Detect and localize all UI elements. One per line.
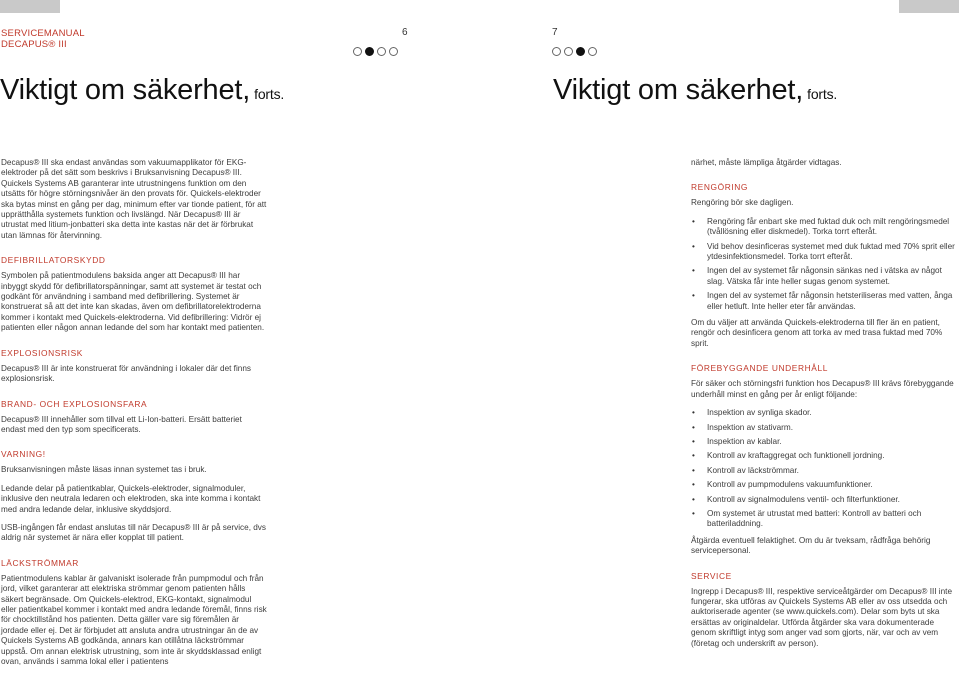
list-item: • Kontroll av läckströmmar. <box>691 466 957 476</box>
right-column <box>691 158 957 657</box>
cleaning-paragraph: Om du väljer att använda Quickels-elektroderna till fler än en patient, rengör och desinficera genom att torka av med trasa fuktad med 70% sprit. <box>691 318 943 348</box>
list-item: • Kontroll av kraftaggregat och funktionell jordning. <box>691 451 957 461</box>
page-dot <box>377 47 386 56</box>
intro-paragraph: Decapus® III ska endast användas som vakuumapplikator för EKG-elektroder på det sätt som beskrivs i Bruksanvisning Decapus® III. Quickels Systems AB garanterar inte utrustningens funktion om den utsätts för högre störningsnivåer än den provats för. Quickels-elektroder ska bytas minst en gång per dag, minimum efter var tionde patient, för att upprätthålla systemets funktion och livslängd. När Decapus® III är utrustat med litium-jonbatteri ska detta inte kastas när det är förbrukat utan lämnas för återvinning. <box>1 158 267 240</box>
title-text: Viktigt om säkerhet, <box>553 74 804 106</box>
list-item: • Rengöring får enbart ske med fuktad duk och milt rengöringsmedel (tvållösning eller diskmedel). Torka torrt efteråt. <box>691 217 957 238</box>
defib-paragraph: Symbolen på patientmodulens baksida anger att Decapus® III har inbyggt skydd för defibrillatorspänningar, samt att systemet är testat och godkänt för användning i samband med defibrillering. Systemet är konstruerat så att det inte kan skadas, även om defibrillatorelektroderna kommer i kontakt med Quickels-elektroderna. Vid defibrillering: Vidrör ej patienten eller någon annan ledande del som har kontakt med patienten. <box>1 271 265 333</box>
page-title-right <box>553 74 837 107</box>
list-item: • Ingen del av systemet får någonsin sänkas ned i vätska av något slag. Vätska får inte heller sugas genom systemet. <box>691 266 957 287</box>
warning-paragraph-3: USB-ingången får endast anslutas till när Decapus® III är på service, dvs aldrig när systemet är nära eller kopplat till patient. <box>1 522 266 543</box>
list-item: • Vid behov desinficeras systemet med duk fuktad med 70% sprit eller ytdesinfektionsmedel. Torka torrt efteråt. <box>691 242 957 263</box>
continued-paragraph: närhet, måste lämpliga åtgärder vidtagas. <box>691 158 842 167</box>
page-title-left <box>0 74 284 107</box>
left-column <box>1 158 267 675</box>
title-suffix: forts. <box>254 86 285 102</box>
cleaning-list <box>691 217 957 312</box>
heading-explosionsrisk: EXPLOSIONSRISK <box>1 347 83 358</box>
list-item: • Om systemet är utrustat med batteri: Kontroll av batteri och batteriladdning. <box>691 509 957 530</box>
list-item: • Inspektion av synliga skador. <box>691 408 957 418</box>
heading-service: SERVICE <box>691 570 732 581</box>
heading-rengoring: RENGÖRING <box>691 182 749 193</box>
page-number-left: 6 <box>402 27 408 38</box>
title-suffix: forts. <box>807 86 838 102</box>
list-item: • Kontroll av pumpmodulens vakuumfunktioner. <box>691 480 957 490</box>
maintenance-intro: För säker och störningsfri funktion hos Decapus® III krävs förebyggande underhåll minst en gång per år enligt följande: <box>691 379 954 399</box>
warning-paragraph-2: Ledande delar på patientkablar, Quickels-elektroder, signalmoduler, inklusive den neutrala ledaren och elektroden, ska inte komma i kontakt med andra ledande delar, inklusive skyddsjord. <box>1 483 261 514</box>
heading-lackstrommar: LÄCKSTRÖMMAR <box>1 557 79 568</box>
heading-brand: BRAND- OCH EXPLOSIONSFARA <box>1 398 148 409</box>
service-paragraph: Ingrepp i Decapus® III, respektive serviceåtgärder om Decapus® III inte fungerar, ska utföras av Quickels Systems AB eller av oss utsedda och auktoriserade agenter (se www.quickels.com). Delar som byts ut ska ersättas av originaldelar. Utförda åtgärder ska vara dokumenterade genom skriftligt intyg som anger vad som gjorts, när, var och av vem (företag och underskrift av person). <box>691 586 952 648</box>
list-item: • Ingen del av systemet får någonsin hetsteriliseras med vatten, ånga eller hetluft. Inte heller eter får användas. <box>691 291 957 312</box>
page-dot <box>564 47 573 56</box>
page-indicator-right <box>552 47 597 56</box>
page-dot-active <box>576 47 585 56</box>
manual-heading <box>1 28 85 50</box>
warning-paragraph-1: Bruksanvisningen måste läsas innan systemet tas i bruk. <box>1 465 207 475</box>
page-dot <box>353 47 362 56</box>
corner-tab-right <box>899 0 959 13</box>
explosion-paragraph: Decapus® III är inte konstruerat för användning i lokaler där det finns explosionsrisk. <box>1 363 251 384</box>
corner-tab-left <box>0 0 60 13</box>
list-item: • Inspektion av stativarm. <box>691 423 957 433</box>
page-indicator-left <box>353 47 398 56</box>
cleaning-intro: Rengöring bör ske dagligen. <box>691 198 794 208</box>
page-number-right: 7 <box>552 27 558 38</box>
manual-line-1: SERVICEMANUAL <box>1 28 85 39</box>
list-item: • Kontroll av signalmodulens ventil- och filterfunktioner. <box>691 495 957 505</box>
heading-varning: VARNING! <box>1 449 46 460</box>
brand-paragraph: Decapus® III innehåller som tillval ett Li-Ion-batteri. Ersätt batteriet endast med den typ som specificerats. <box>1 414 242 434</box>
maintenance-list <box>691 408 957 530</box>
leakage-paragraph: Patientmodulens kablar är galvaniskt isolerade från pumpmodul och från jord, vilket garanterar att elektriska strömmar genom patienten hålls säkert begränsade. Om Quickels-elektrod, EKG-kontakt, signalmodul eller patientkabel kommer i kontakt med andra ledande föremål, finns risk för chocktillstånd hos patienten. Detta gäller vare sig föremålen är jordade eller ej. Det är förbjudet att ansluta andra utrustningar än de av Quickels Systems AB godkända, annars kan otillåtna läckströmmar uppstå. Om annan elektrisk utrustning, som inte är skyddsklassad enligt ovan, används i samma lokal eller i patientens <box>1 573 267 666</box>
page-dot-active <box>365 47 374 56</box>
heading-defibrillatorskydd: DEFIBRILLATORSKYDD <box>1 255 106 266</box>
page-dot <box>389 47 398 56</box>
page-dot <box>552 47 561 56</box>
heading-forebyggande: FÖREBYGGANDE UNDERHÅLL <box>691 363 828 374</box>
page-dot <box>588 47 597 56</box>
title-text: Viktigt om säkerhet, <box>0 74 251 106</box>
maintenance-paragraph: Åtgärda eventuell felaktighet. Om du är tveksam, rådfråga behörig servicepersonal. <box>691 535 931 556</box>
manual-line-2: DECAPUS® III <box>1 39 67 50</box>
list-item: • Inspektion av kablar. <box>691 437 957 447</box>
